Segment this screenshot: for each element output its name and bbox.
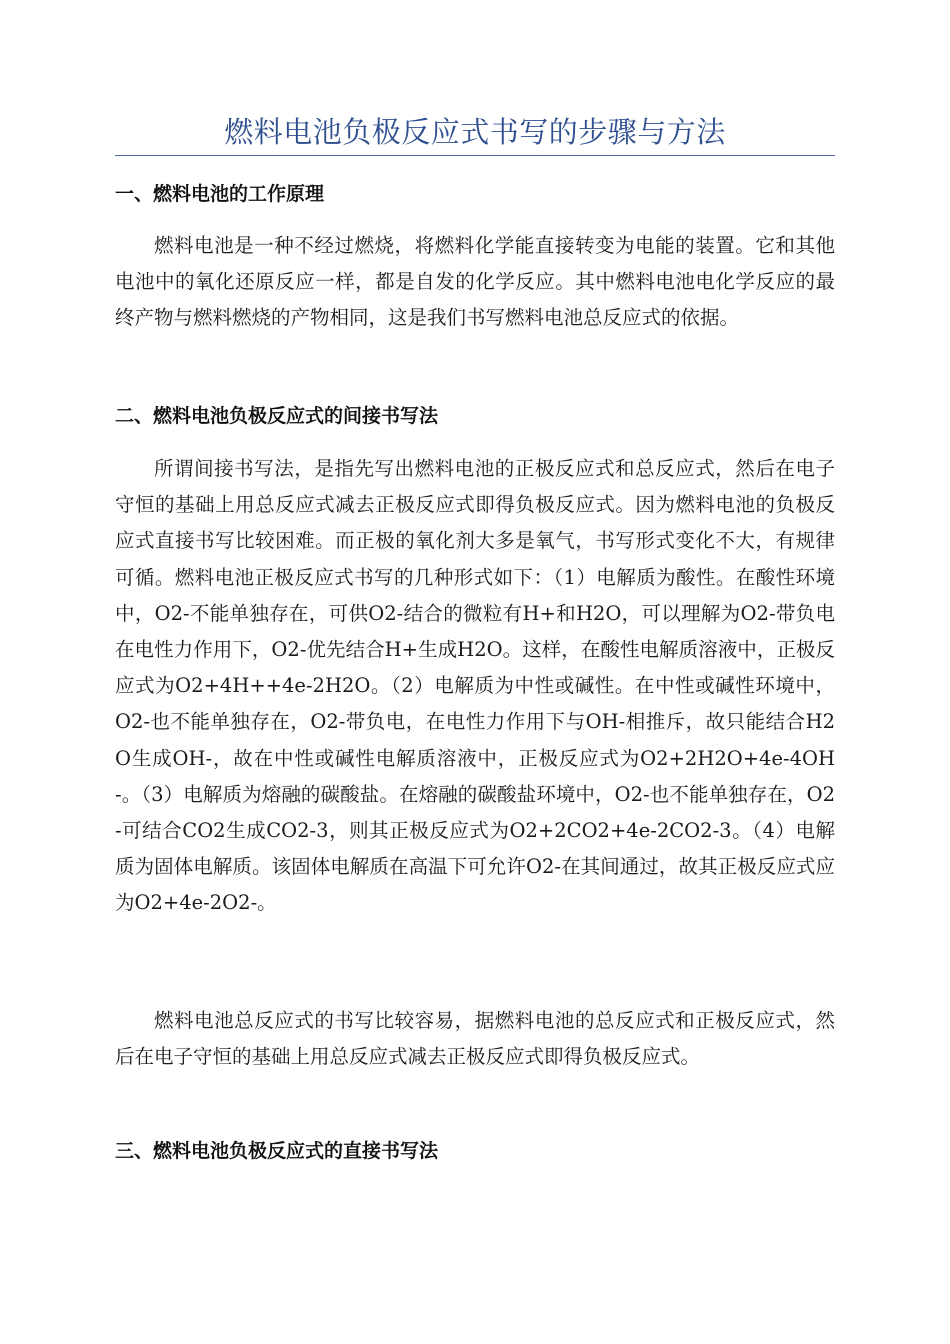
title-underline-divider — [115, 155, 835, 156]
section-heading-3: 三、燃料电池负极反应式的直接书写法 — [115, 1140, 439, 1162]
section-heading-2: 二、燃料电池负极反应式的间接书写法 — [115, 405, 439, 427]
document-title: 燃料电池负极反应式书写的步骤与方法 — [224, 115, 726, 149]
section-2-paragraph-2: 燃料电池总反应式的书写比较容易，据燃料电池的总反应式和正极反应式，然后在电子守恒的基础上用总反应式减去正极反应式即得负极反应式。 — [115, 1009, 835, 1069]
section-heading-1: 一、燃料电池的工作原理 — [115, 183, 325, 205]
section-1-paragraph-1: 燃料电池是一种不经过燃烧，将燃料化学能直接转变为电能的装置。它和其他电池中的氧化还原反应一样，都是自发的化学反应。其中燃料电池电化学反应的最终产物与燃料燃烧的产物相同，这是我们书写燃料电池总反应式的依据。 — [115, 234, 835, 330]
section-2-paragraph-1: 所谓间接书写法，是指先写出燃料电池的正极反应式和总反应式，然后在电子守恒的基础上用总反应式减去正极反应式即得负极反应式。因为燃料电池的负极反应式直接书写比较困难。而正极的氧化剂大多是氧气，书写形式变化不大，有规律可循。燃料电池正极反应式书写的几种形式如下：（1）电解质为酸性。在酸性环境中，O2-不能单独存在，可供O2-结合的微粒有H+和H2O，可以理解为O2-带负电在电性力作用下，O2-优先结合H+生成H2O。这样，在酸性电解质溶液中，正极反应式为O2+4H++4e-2H2O。（2）电解质为中性或碱性。在中性或碱性环境中，O2-也不能单独存在，O2-带负电，在电性力作用下与OH-相推斥，故只能结合H2O生成OH-，故在中性或碱性电解质溶液中，正极反应式为O2+2H2O+4e-4OH-。（3）电解质为熔融的碳酸盐。在熔融的碳酸盐环境中，O2-也不能单独存在，O2-可结合CO2生成CO2-3，则其正极反应式为O2+2CO2+4e-2CO2-3。（4）电解质为固体电解质。该固体电解质在高温下可允许O2-在其间通过，故其正极反应式应为O2+4e-2O2-。 — [115, 457, 835, 915]
